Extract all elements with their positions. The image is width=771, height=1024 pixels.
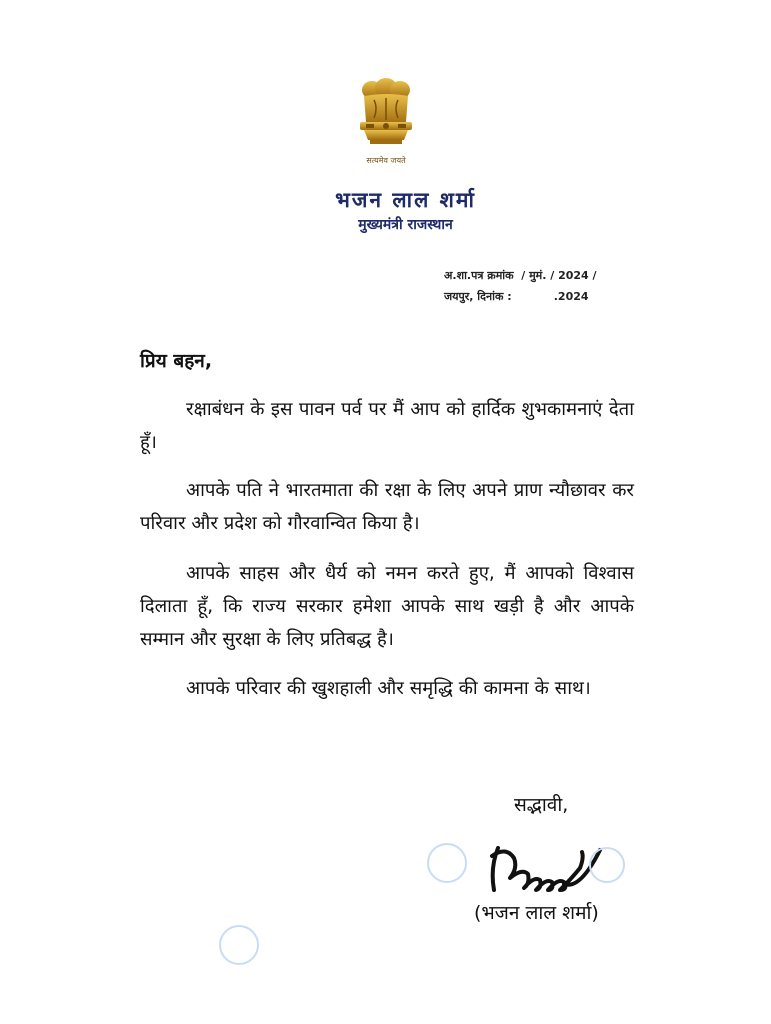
- decorative-circle: [427, 843, 467, 883]
- sender-designation: मुख्यमंत्री राजस्थान: [358, 217, 453, 233]
- sender-name: भजन लाल शर्मा: [335, 188, 476, 212]
- valediction: सद्भावी,: [514, 794, 569, 816]
- signature-icon: [484, 838, 604, 898]
- letter-place-date: जयपुर, दिनांक : .2024: [444, 290, 589, 303]
- signer-name: (भजन लाल शर्मा): [474, 902, 599, 924]
- letter-reference-number: अ.शा.पत्र क्रमांक / मुमं. / 2024 /: [444, 269, 597, 282]
- decorative-circle: [219, 925, 259, 965]
- decorative-circle: [589, 847, 625, 883]
- emblem-motto: सत्यमेव जयते: [366, 156, 406, 165]
- body-paragraph: आपके परिवार की खुशहाली और समृद्धि की कामना के साथ।: [186, 678, 591, 699]
- body-paragraph: रक्षाबंधन के इस पावन पर्व पर मैं आप को हार्दिक शुभकामनाएं देता हूँ।: [140, 399, 634, 453]
- body-paragraph: आपके पति ने भारतमाता की रक्षा के लिए अपने प्राण न्यौछावर कर परिवार और प्रदेश को गौरवान्वित किया है।: [140, 480, 634, 534]
- salutation: प्रिय बहन,: [140, 350, 213, 372]
- body-paragraph: आपके साहस और धैर्य को नमन करते हुए, मैं आपको विश्वास दिलाता हूँ, कि राज्य सरकार हमेशा आपके साथ खड़ी है और आपके सम्मान और सुरक्षा के लिए प्रतिबद्ध है।: [140, 563, 634, 650]
